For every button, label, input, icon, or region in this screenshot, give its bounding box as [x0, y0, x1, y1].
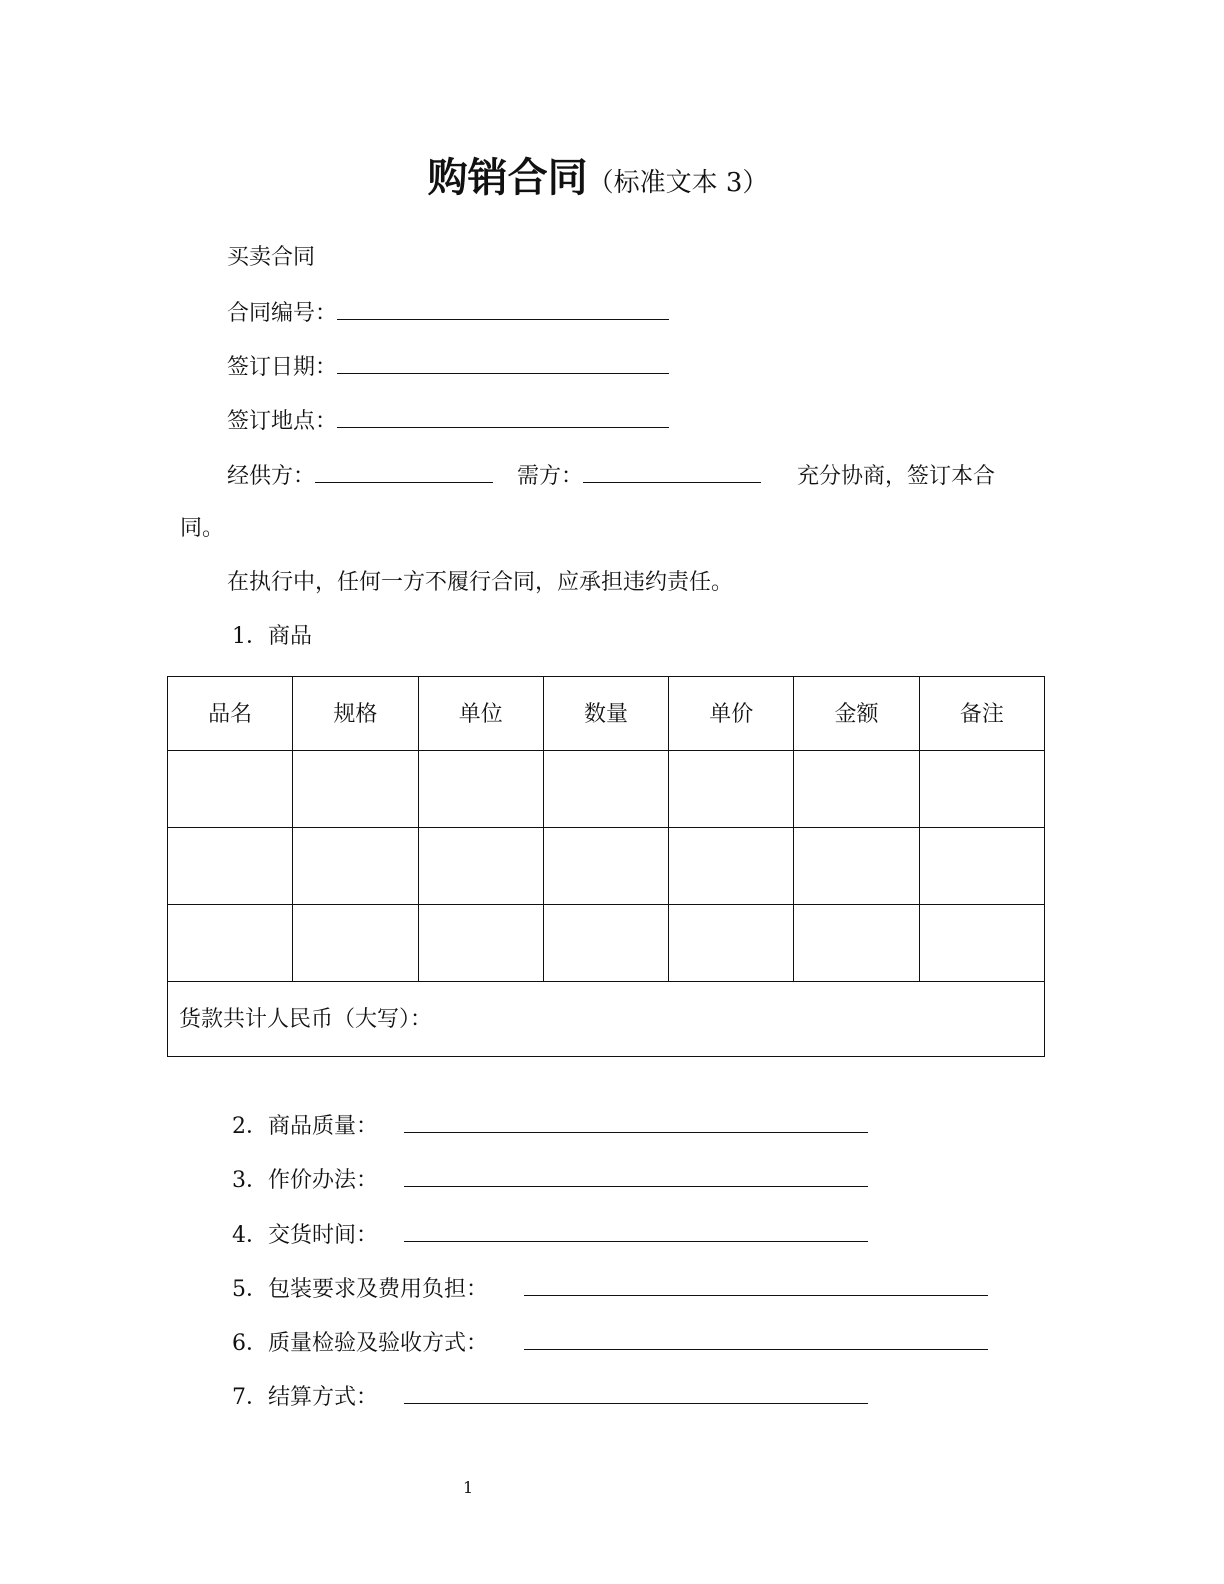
table-cell[interactable] — [794, 751, 919, 828]
header-unit: 单位 — [418, 677, 543, 751]
negotiate-text-end: 同。 — [180, 516, 225, 541]
buyer-label: 需方： — [517, 464, 584, 489]
table-cell[interactable] — [794, 905, 919, 982]
header-quantity: 数量 — [543, 677, 668, 751]
clause-label: 3．作价办法： — [232, 1168, 378, 1193]
title-main: 购销合同 — [427, 155, 588, 201]
table-cell[interactable] — [293, 905, 418, 982]
clause-blank[interactable] — [404, 1219, 868, 1242]
section-goods-heading: 1．商品 — [232, 624, 312, 649]
table-cell[interactable] — [293, 751, 418, 828]
table-row — [168, 828, 1045, 905]
table-total-row — [168, 982, 1045, 1057]
header-specification: 规格 — [293, 677, 418, 751]
contract-number-blank[interactable] — [337, 297, 669, 320]
table-cell[interactable] — [543, 905, 668, 982]
clause-row — [232, 1164, 868, 1196]
sign-place-row — [227, 405, 669, 437]
total-amount-label[interactable]: 货款共计人民币（大写）： — [168, 982, 1045, 1057]
goods-table — [167, 676, 1045, 1057]
clause-label: 7．结算方式： — [232, 1385, 378, 1410]
sign-date-blank[interactable] — [337, 351, 669, 374]
clause-label: 5．包装要求及费用负担： — [232, 1277, 488, 1302]
sign-place-blank[interactable] — [337, 405, 669, 428]
clause-blank[interactable] — [524, 1327, 988, 1350]
doc-type-label: 买卖合同 — [227, 245, 316, 270]
clause-blank[interactable] — [404, 1381, 868, 1404]
sign-place-label: 签订地点： — [227, 409, 338, 434]
table-row — [168, 905, 1045, 982]
table-cell[interactable] — [168, 905, 293, 982]
table-cell[interactable] — [418, 751, 543, 828]
table-cell[interactable] — [919, 751, 1044, 828]
header-remarks: 备注 — [919, 677, 1044, 751]
header-product-name: 品名 — [168, 677, 293, 751]
clause-label: 6．质量检验及验收方式： — [232, 1331, 488, 1356]
sign-date-row — [227, 351, 669, 383]
header-unit-price: 单价 — [669, 677, 794, 751]
table-cell[interactable] — [293, 828, 418, 905]
clause-row — [232, 1219, 868, 1251]
clause-blank[interactable] — [524, 1273, 988, 1296]
table-cell[interactable] — [794, 828, 919, 905]
buyer-blank[interactable] — [583, 460, 761, 483]
clause-row — [232, 1327, 988, 1359]
table-cell[interactable] — [543, 828, 668, 905]
table-cell[interactable] — [418, 828, 543, 905]
negotiate-text: 充分协商，签订本合 — [797, 464, 996, 489]
clause-label: 2．商品质量： — [232, 1114, 378, 1139]
table-cell[interactable] — [168, 828, 293, 905]
clause-label: 4．交货时间： — [232, 1223, 378, 1248]
document-title — [0, 146, 1196, 203]
table-cell[interactable] — [418, 905, 543, 982]
contract-number-label: 合同编号： — [227, 301, 338, 326]
table-header-row — [168, 677, 1045, 751]
table-cell[interactable] — [919, 828, 1044, 905]
clause-blank[interactable] — [404, 1110, 868, 1133]
supplier-blank[interactable] — [315, 460, 493, 483]
sign-date-label: 签订日期： — [227, 355, 338, 380]
liability-text: 在执行中，任何一方不履行合同，应承担违约责任。 — [227, 570, 734, 595]
contract-number-row — [227, 297, 669, 329]
header-amount: 金额 — [794, 677, 919, 751]
table-cell[interactable] — [669, 905, 794, 982]
title-subtitle: （标准文本 3） — [587, 168, 769, 198]
table-cell[interactable] — [919, 905, 1044, 982]
table-cell[interactable] — [168, 751, 293, 828]
page-number: 1 — [463, 1478, 474, 1497]
clause-blank[interactable] — [404, 1164, 868, 1187]
clause-row — [232, 1381, 868, 1413]
clause-row — [232, 1273, 988, 1305]
table-cell[interactable] — [669, 751, 794, 828]
table-row — [168, 751, 1045, 828]
parties-row — [227, 460, 995, 492]
table-cell[interactable] — [543, 751, 668, 828]
table-cell[interactable] — [669, 828, 794, 905]
clause-row — [232, 1110, 868, 1142]
supplier-label: 经供方： — [227, 464, 316, 489]
